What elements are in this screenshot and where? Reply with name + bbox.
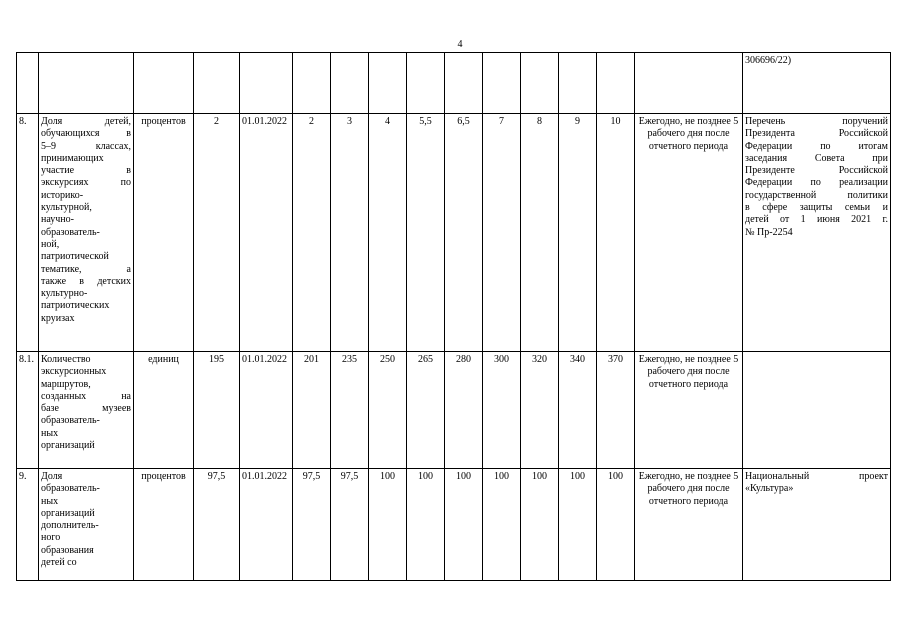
text-line: обучающихся в bbox=[41, 128, 131, 140]
cell-value: 100 bbox=[483, 469, 521, 581]
cell-value: 370 bbox=[597, 352, 635, 469]
text-line: в сфере защиты семьи и bbox=[745, 202, 888, 214]
cell-frequency: Ежегодно, не позднее 5 рабочего дня после отчетного периода bbox=[635, 114, 743, 352]
text-line: культурно- bbox=[41, 288, 88, 300]
cell-value: 9 bbox=[559, 114, 597, 352]
text-line: образователь- bbox=[41, 226, 100, 238]
cell-value: 100 bbox=[407, 469, 445, 581]
text-line: Президенте Российской bbox=[745, 165, 888, 177]
text-line: патриотической bbox=[41, 251, 109, 263]
cell-value bbox=[331, 53, 369, 114]
cell-value bbox=[559, 53, 597, 114]
cell-value: 97,5 bbox=[293, 469, 331, 581]
cell-base-value: 195 bbox=[194, 352, 240, 469]
text-line: ного bbox=[41, 532, 61, 544]
text-line: Федерации по итогам bbox=[745, 140, 888, 152]
page-number: 4 bbox=[457, 39, 463, 50]
text-line: ной, bbox=[41, 238, 60, 250]
text-line: организаций bbox=[41, 440, 95, 452]
text-line: ных bbox=[41, 495, 59, 507]
cell-unit bbox=[134, 53, 194, 114]
cell-index: 8.1. bbox=[17, 352, 39, 469]
cell-value bbox=[407, 53, 445, 114]
text-line: маршрутов, bbox=[41, 378, 91, 390]
cell-unit: единиц bbox=[134, 352, 194, 469]
cell-value: 97,5 bbox=[331, 469, 369, 581]
cell-value: 300 bbox=[483, 352, 521, 469]
text-line: Перечень поручений bbox=[745, 116, 888, 127]
indicators-table bbox=[16, 52, 891, 581]
text-line: Президента Российской bbox=[745, 128, 888, 140]
text-line: 306696/22) bbox=[745, 55, 792, 66]
cell-base-date bbox=[240, 53, 293, 114]
cell-basis bbox=[743, 352, 891, 469]
cell-index bbox=[17, 53, 39, 114]
cell-value: 201 bbox=[293, 352, 331, 469]
table-row bbox=[17, 352, 891, 469]
cell-base-value: 2 bbox=[194, 114, 240, 352]
text-line: «Культура» bbox=[745, 483, 794, 495]
cell-value: 100 bbox=[559, 469, 597, 581]
text-line: Федерации по реализации bbox=[745, 177, 888, 189]
text-line: детей со bbox=[41, 557, 77, 569]
cell-name bbox=[39, 53, 134, 114]
text-line: заседания Совета при bbox=[745, 152, 888, 164]
cell-base-value bbox=[194, 53, 240, 114]
text-line: экскурсиях по bbox=[41, 177, 131, 189]
cell-value: 320 bbox=[521, 352, 559, 469]
text-line: историко- bbox=[41, 189, 84, 201]
cell-value bbox=[483, 53, 521, 114]
cell-value: 100 bbox=[597, 469, 635, 581]
text-line: 5–9 классах, bbox=[41, 140, 131, 152]
text-line: культурной, bbox=[41, 202, 92, 214]
cell-value: 6,5 bbox=[445, 114, 483, 352]
text-line: Национальный проект bbox=[745, 471, 888, 482]
cell-value bbox=[445, 53, 483, 114]
text-line: экскурсионных bbox=[41, 366, 107, 378]
text-line: образования bbox=[41, 544, 94, 556]
cell-frequency bbox=[635, 53, 743, 114]
cell-value: 340 bbox=[559, 352, 597, 469]
table-row bbox=[17, 469, 891, 581]
text-line: ных bbox=[41, 427, 59, 439]
cell-base-date: 01.01.2022 bbox=[240, 114, 293, 352]
text-line: Количество bbox=[41, 354, 91, 365]
text-line: образователь- bbox=[41, 483, 100, 495]
cell-name bbox=[39, 469, 134, 581]
cell-value: 265 bbox=[407, 352, 445, 469]
text-line: созданных на bbox=[41, 390, 131, 402]
cell-basis bbox=[743, 469, 891, 581]
cell-index: 9. bbox=[17, 469, 39, 581]
text-line: участие в bbox=[41, 165, 131, 177]
cell-frequency: Ежегодно, не позднее 5 рабочего дня после отчетного периода bbox=[635, 352, 743, 469]
cell-base-date: 01.01.2022 bbox=[240, 469, 293, 581]
cell-value bbox=[369, 53, 407, 114]
table-row-continuation bbox=[17, 53, 891, 114]
cell-value: 2 bbox=[293, 114, 331, 352]
text-line: научно- bbox=[41, 214, 74, 226]
cell-value: 235 bbox=[331, 352, 369, 469]
text-line: государственной политики bbox=[745, 189, 888, 201]
text-line: принимающих bbox=[41, 152, 104, 164]
cell-base-value: 97,5 bbox=[194, 469, 240, 581]
cell-name bbox=[39, 352, 134, 469]
cell-value: 7 bbox=[483, 114, 521, 352]
text-line: Доля детей, bbox=[41, 116, 131, 127]
cell-value bbox=[293, 53, 331, 114]
text-line: круизах bbox=[41, 312, 75, 324]
cell-basis bbox=[743, 114, 891, 352]
cell-value: 10 bbox=[597, 114, 635, 352]
text-line: № Пр-2254 bbox=[745, 226, 793, 238]
cell-base-date: 01.01.2022 bbox=[240, 352, 293, 469]
text-line: дополнитель- bbox=[41, 520, 99, 532]
cell-value bbox=[597, 53, 635, 114]
cell-value: 280 bbox=[445, 352, 483, 469]
cell-unit: процентов bbox=[134, 114, 194, 352]
text-line: Доля bbox=[41, 471, 63, 482]
text-line: организаций bbox=[41, 507, 95, 519]
cell-value: 5,5 bbox=[407, 114, 445, 352]
cell-value: 100 bbox=[369, 469, 407, 581]
text-line: образователь- bbox=[41, 415, 100, 427]
table-row bbox=[17, 114, 891, 352]
cell-basis bbox=[743, 53, 891, 114]
text-line: детей от 1 июня 2021 г. bbox=[745, 214, 888, 226]
cell-value: 250 bbox=[369, 352, 407, 469]
text-line: также в детских bbox=[41, 275, 131, 287]
cell-frequency: Ежегодно, не позднее 5 рабочего дня после отчетного периода bbox=[635, 469, 743, 581]
cell-value: 4 bbox=[369, 114, 407, 352]
cell-value: 8 bbox=[521, 114, 559, 352]
cell-index: 8. bbox=[17, 114, 39, 352]
cell-value: 100 bbox=[521, 469, 559, 581]
cell-value: 100 bbox=[445, 469, 483, 581]
cell-name bbox=[39, 114, 134, 352]
text-line: тематике, а bbox=[41, 263, 131, 275]
cell-unit: процентов bbox=[134, 469, 194, 581]
text-line: базе музеев bbox=[41, 403, 131, 415]
text-line: патриотических bbox=[41, 300, 110, 312]
cell-value: 3 bbox=[331, 114, 369, 352]
cell-value bbox=[521, 53, 559, 114]
